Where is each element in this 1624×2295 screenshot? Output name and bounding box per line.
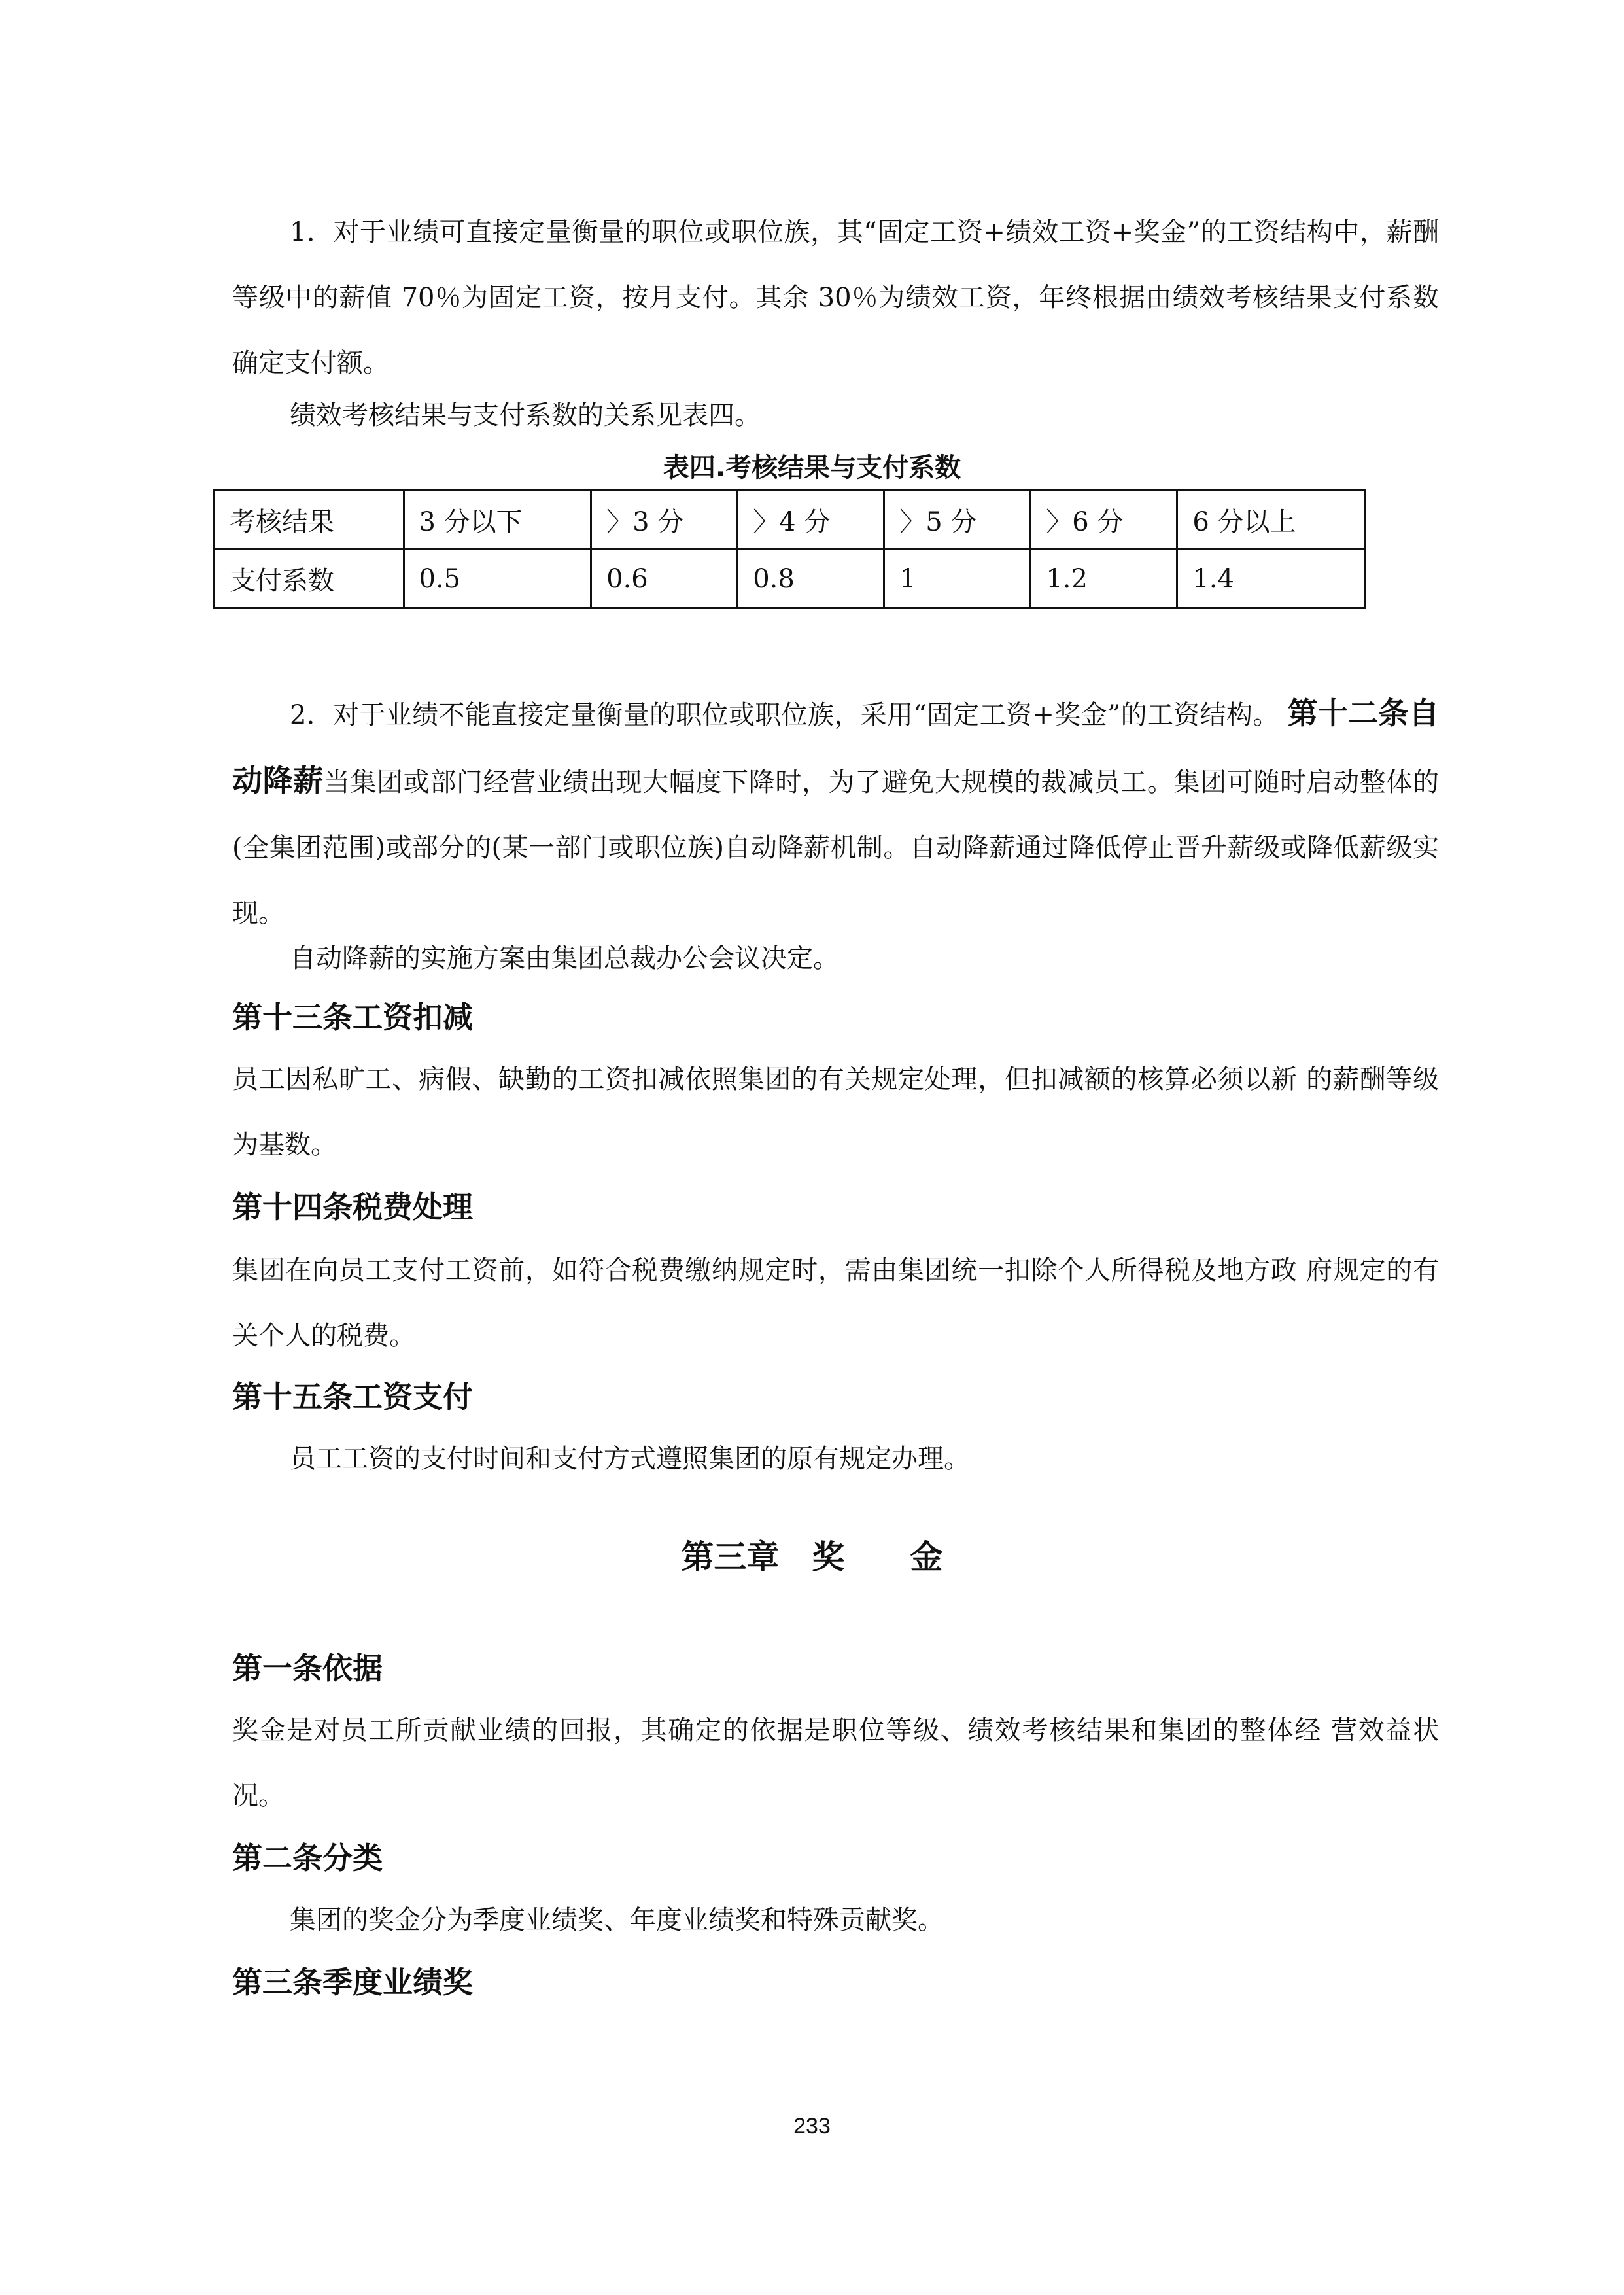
table-row	[215, 550, 1365, 608]
table-cell: 〉4 分	[738, 491, 884, 550]
paragraph-reduction-plan: 自动降薪的实施方案由集团总裁办公会议决定。	[290, 943, 839, 973]
table-cell: 0.8	[738, 550, 884, 608]
paragraph-tax-handling: 集团在向员工支付工资前，如符合税费缴纳规定时，需由集团统一扣除个人所得税及地方政 府规定的有关个人的税费。	[232, 1255, 1439, 1351]
table-cell: 6 分以上	[1177, 491, 1365, 550]
paragraph-bonus-classification: 集团的奖金分为季度业绩奖、年度业绩奖和特殊贡献奖。	[290, 1905, 944, 1935]
paragraph-salary-payment: 员工工资的支付时间和支付方式遵照集团的原有规定办理。	[290, 1444, 970, 1474]
bonus-article-three-heading: 第三条季度业绩奖	[232, 1965, 473, 2000]
chapter-title: 第三章 奖 金	[681, 1538, 943, 1576]
paragraph-bonus-basis: 奖金是对员工所贡献业绩的回报，其确定的依据是职位等级、绩效考核结果和集团的整体经 营效益状况。	[232, 1715, 1439, 1811]
page-number: 233	[793, 2114, 831, 2139]
coefficient-table	[213, 489, 1366, 609]
paragraph-performance-salary: 1．对于业绩可直接定量衡量的职位或职位族，其“固定工资+绩效工资+奖金”的工资结构中，薪酬等级中的薪值 70％为固定工资，按月支付。其余 30％为绩效工资，年终根据由绩效考核结果支付系数确定支付额。	[232, 217, 1439, 378]
article-thirteen-heading: 第十三条工资扣减	[232, 1000, 473, 1035]
paragraph-lead-text: 2．对于业绩不能直接定量衡量的职位或职位族，采用“固定工资+奖金”的工资结构。	[290, 700, 1279, 730]
paragraph-auto-salary-reduction	[232, 680, 1439, 946]
table-cell: 1	[884, 550, 1031, 608]
article-twelve-heading: 第十二条自动降薪	[232, 695, 1439, 798]
table-caption: 表四.考核结果与支付系数	[663, 453, 961, 483]
table-cell: 〉6 分	[1031, 491, 1177, 550]
paragraph-salary-deduction: 员工因私旷工、病假、缺勤的工资扣减依照集团的有关规定处理，但扣减额的核算必须以新 的薪酬等级为基数。	[232, 1064, 1439, 1160]
table-cell: 0.6	[591, 550, 738, 608]
article-fourteen-heading: 第十四条税费处理	[232, 1189, 473, 1225]
table-cell: 1.4	[1177, 550, 1365, 608]
bonus-article-two-heading: 第二条分类	[232, 1840, 383, 1876]
table-cell: 考核结果	[215, 491, 404, 550]
paragraph-body-text: 当集团或部门经营业绩出现大幅度下降时，为了避免大规模的裁减员工。集团可随时启动整体的(全集团范围)或部分的(某一部门或职位族)自动降薪机制。自动降薪通过降低停止晋升薪级或降低薪级实现。	[232, 767, 1440, 928]
table-cell: 0.5	[404, 550, 591, 608]
article-fifteen-heading: 第十五条工资支付	[232, 1379, 473, 1414]
table-cell: 支付系数	[215, 550, 404, 608]
table-cell: 〉5 分	[884, 491, 1031, 550]
table-cell: 〉3 分	[591, 491, 738, 550]
table-cell: 3 分以下	[404, 491, 591, 550]
table-row	[215, 491, 1365, 550]
table-cell: 1.2	[1031, 550, 1177, 608]
paragraph-table-reference: 绩效考核结果与支付系数的关系见表四。	[290, 400, 761, 430]
bonus-article-one-heading: 第一条依据	[232, 1651, 383, 1686]
